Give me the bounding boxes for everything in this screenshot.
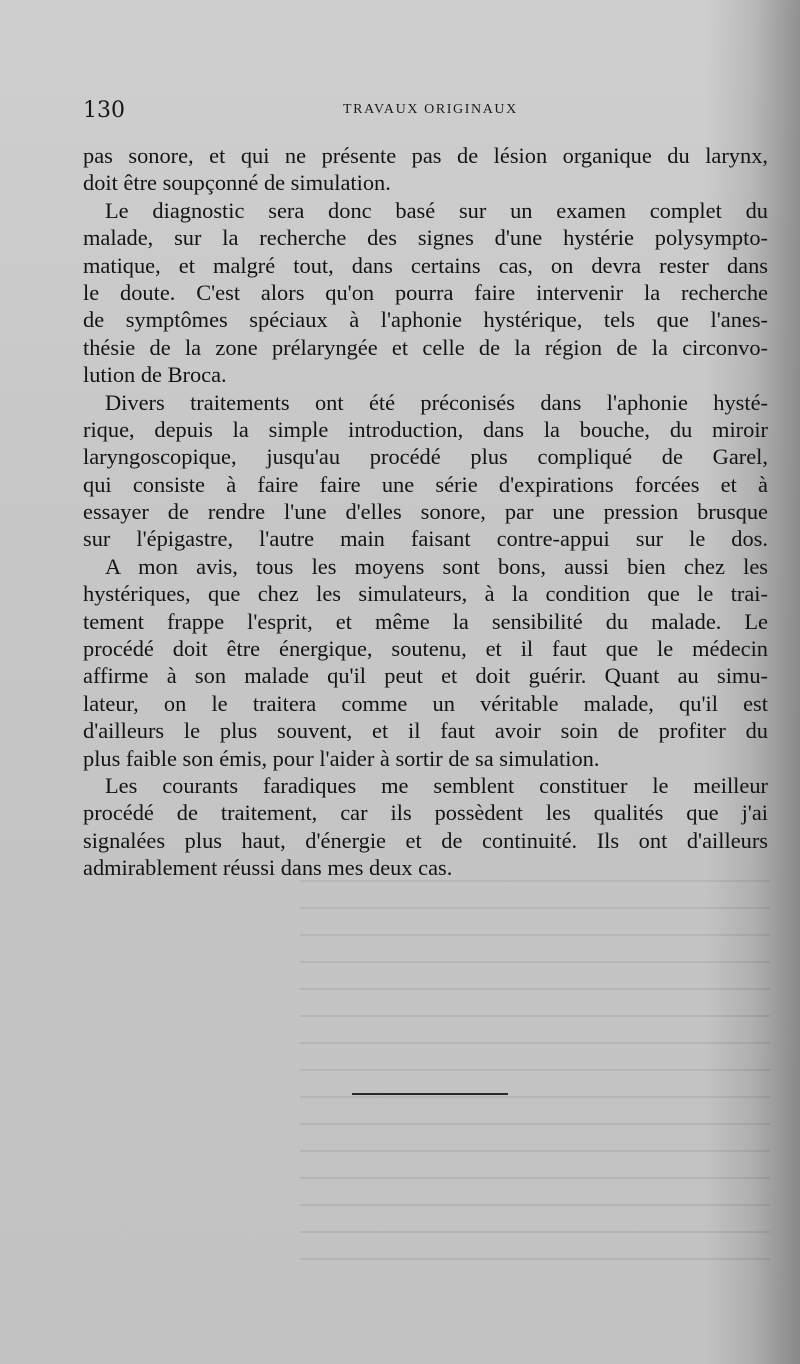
text-line: de symptômes spéciaux à l'aphonie hystérique, tels que l'anes- [83, 307, 768, 333]
text-line: procédé de traitement, car ils possèdent les qualités que j'ai [83, 800, 768, 826]
text-line: affirme à son malade qu'il peut et doit guérir. Quant au simu- [83, 663, 768, 689]
text-line: le doute. C'est alors qu'on pourra faire intervenir la recherche [83, 279, 768, 305]
text-line: malade, sur la recherche des signes d'une hystérie polysympto- [83, 225, 768, 251]
text-line: essayer de rendre l'une d'elles sonore, par une pression brusque [83, 499, 768, 525]
text-line: qui consiste à faire faire une série d'expirations forcées et à [83, 471, 768, 497]
text-line: matique, et malgré tout, dans certains cas, on devra rester dans [83, 252, 768, 278]
text-line: Les courants faradiques me semblent constituer le meilleur [105, 772, 768, 798]
text-line: A mon avis, tous les moyens sont bons, aussi bien chez les [105, 553, 768, 579]
text-line: admirablement réussi dans mes deux cas. [83, 855, 453, 881]
text-line: signalées plus haut, d'énergie et de continuité. Ils ont d'ailleurs [83, 827, 768, 853]
page-number: 130 [83, 98, 125, 123]
text-line: procédé doit être énergique, soutenu, et il faut que le médecin [83, 636, 768, 662]
text-line: pas sonore, et qui ne présente pas de lésion organique du larynx, [83, 143, 768, 168]
text-line: d'ailleurs le plus souvent, et il faut avoir soin de profiter du [83, 718, 768, 744]
text-line: Le diagnostic sera donc basé sur un examen complet du [105, 197, 768, 223]
text-line: tement frappe l'esprit, et même la sensibilité du malade. Le [83, 608, 768, 634]
section-end-rule [352, 1093, 508, 1095]
body-text [83, 142, 768, 882]
show-through-texture [300, 880, 770, 1280]
running-title: TRAVAUX ORIGINAUX [343, 102, 518, 117]
text-line: thésie de la zone prélaryngée et celle de la région de la circonvo- [83, 334, 768, 360]
text-line: hystériques, que chez les simulateurs, à la condition que le trai- [83, 581, 768, 607]
text-line: lution de Broca. [83, 362, 227, 388]
text-line: laryngoscopique, jusqu'au procédé plus compliqué de Garel, [83, 444, 768, 470]
text-line: plus faible son émis, pour l'aider à sortir de sa simulation. [83, 745, 600, 771]
text-line: doit être soupçonné de simulation. [83, 170, 391, 196]
text-line: rique, depuis la simple introduction, dans la bouche, du miroir [83, 416, 768, 442]
text-line: sur l'épigastre, l'autre main faisant contre-appui sur le dos. [83, 526, 768, 552]
text-line: Divers traitements ont été préconisés dans l'aphonie hysté- [105, 389, 768, 415]
text-line: lateur, on le traitera comme un véritable malade, qu'il est [83, 690, 768, 716]
